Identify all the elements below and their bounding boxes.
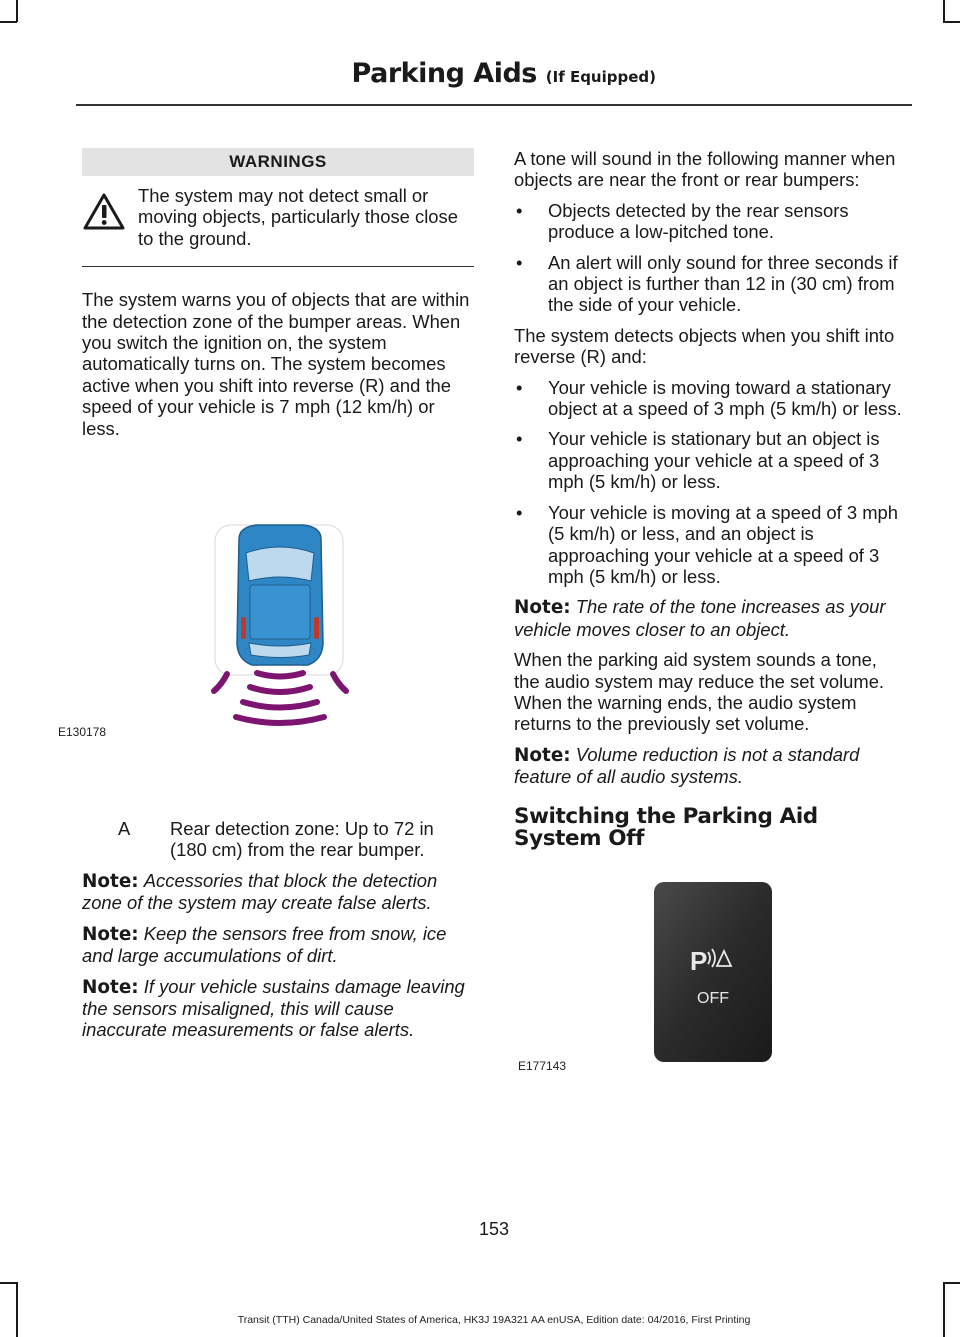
svg-text:P: P: [690, 945, 708, 976]
page-title-main: Parking Aids: [351, 58, 537, 89]
crop-mark: [943, 1282, 945, 1337]
off-label: OFF: [697, 989, 729, 1007]
note-text: If your vehicle sustains damage leaving the sensors misaligned, this will cause inaccurate measurements or false alerts.: [82, 975, 465, 1041]
warnings-heading: WARNINGS: [82, 148, 474, 176]
detect-intro: The system detects objects when you shift into reverse (R) and:: [514, 324, 895, 368]
note-sensors-clean: [82, 923, 474, 967]
list-item: • Your vehicle is stationary but an object is approaching your vehicle at a speed of 3 mph (5 km/h) or less.: [514, 428, 906, 492]
list-item: • Your vehicle is moving at a speed of 3 mph (5 km/h) or less, and an object is approaching your vehicle at a speed of 3 mph (5 km/h) or less.: [514, 502, 906, 588]
note-sensors-damage: [82, 976, 474, 1041]
detection-zone-arcs: [214, 673, 346, 723]
warnings-text: The system may not detect small or moving objects, particularly those close to the ground.: [138, 185, 458, 249]
section-heading: Switching the Parking Aid System Off: [514, 803, 818, 851]
figure-code: E130178: [58, 725, 107, 740]
note-label: Note:: [82, 976, 139, 998]
footer-text: Transit (TTH) Canada/United States of America, HK3J 19A321 AA enUSA, Edition date: 04/2016, First Printing: [237, 1314, 751, 1326]
parking-aid-off-button-illustration: [514, 860, 906, 1090]
note-label: Note:: [82, 923, 139, 945]
note-label: Note:: [514, 744, 571, 766]
right-column: [514, 148, 906, 1090]
note-volume: [514, 744, 906, 788]
car-top-view-illustration: [82, 469, 474, 749]
list-item: • Your vehicle is moving toward a stationary object at a speed of 3 mph (5 km/h) or less.: [514, 377, 906, 420]
crop-mark: [943, 21, 960, 23]
warnings-box: [82, 148, 474, 267]
legend-text: Rear detection zone: Up to 72 in (180 cm) from the rear bumper.: [170, 818, 434, 861]
left-column: [58, 148, 474, 1041]
crop-mark: [0, 1282, 17, 1284]
note-text: Keep the sensors free from snow, ice and large accumulations of dirt.: [82, 922, 447, 967]
legend-key: A: [118, 818, 131, 840]
crop-mark: [16, 1282, 18, 1337]
tone-bullet-list: [514, 200, 906, 316]
page-title: [352, 58, 656, 89]
tone-intro: A tone will sound in the following manner when objects are near the front or rear bumpers:: [514, 148, 896, 191]
note-label: Note:: [514, 597, 571, 619]
note-text: The rate of the tone increases as your vehicle moves closer to an object.: [514, 596, 886, 640]
header-rule: [76, 104, 912, 106]
crop-mark: [0, 21, 17, 23]
rear-detection-figure: [58, 469, 474, 826]
audio-paragraph: When the parking aid system sounds a tone, the audio system may reduce the set volume. When the warning ends, the audio system returns to the previously set volume.: [514, 649, 885, 735]
parking-aid-button-figure: [514, 860, 906, 1090]
note-accessories: [82, 870, 474, 914]
note-label: Note:: [82, 870, 139, 892]
note-text: Accessories that block the detection zone of the system may create false alerts.: [82, 869, 438, 914]
note-tone-rate: [514, 596, 906, 640]
intro-paragraph: The system warns you of objects that are within the detection zone of the bumper areas. When you switch the ignition on, the system automatically turns on. The system becomes active when you shift into reverse (R) and the speed of your vehicle is 7 mph (12 km/h) or less.: [82, 289, 470, 439]
warning-triangle-icon: [82, 185, 132, 249]
page-number: 153: [478, 1219, 510, 1239]
page-title-subtitle: (If Equipped): [545, 68, 656, 86]
crop-mark: [943, 1282, 960, 1284]
list-item: • An alert will only sound for three seconds if an object is further than 12 in (30 cm) from the side of your vehicle.: [514, 252, 906, 316]
warnings-body: [82, 176, 474, 267]
note-text: Volume reduction is not a standard feature of all audio systems.: [514, 743, 860, 788]
list-item: • Objects detected by the rear sensors produce a low-pitched tone.: [514, 200, 906, 243]
crop-mark: [943, 0, 945, 22]
detect-bullet-list: [514, 377, 906, 588]
crop-mark: [16, 0, 18, 22]
figure-code: E177143: [518, 1058, 567, 1073]
